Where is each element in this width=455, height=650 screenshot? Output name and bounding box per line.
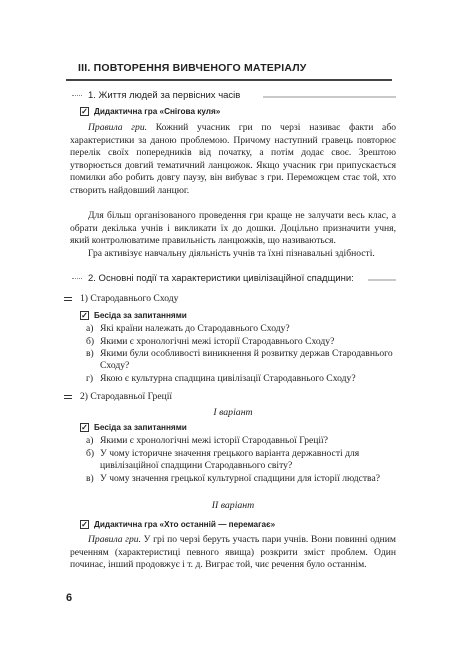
- game-2-title: [80, 520, 275, 529]
- checkbox-icon: ✓: [81, 520, 88, 529]
- east-bullet-text: 1) Стародавнього Сходу: [80, 293, 179, 304]
- question-label: в): [86, 473, 94, 484]
- question-text: Якою є культурна спадщина цивілізації Стародавнього Сходу?: [100, 373, 356, 384]
- east-bullet: [64, 293, 178, 304]
- question-label: г): [86, 373, 94, 384]
- greece-question: [86, 448, 396, 473]
- rules-text: У грі по черзі беруть участь пари учнів. Вони повинні одним реченням (характеристиці певного явища) розкрити зміст проблем. Один починає, інший продовжує і т. д. Виграє той, чиє речення було останнім.: [70, 534, 396, 571]
- question-label: а): [86, 435, 94, 446]
- section-title: ІІІ. ПОВТОРЕННЯ ВИВЧЕНОГО МАТЕРІАЛУ: [78, 62, 307, 74]
- question-text: Які країни належать до Стародавнього Сходу?: [100, 323, 290, 334]
- game-1-rules-paragraph: [70, 122, 396, 198]
- rules-label: Правила гри.: [88, 534, 141, 545]
- question-label: а): [86, 323, 94, 334]
- east-question: [86, 336, 396, 348]
- checkbox-icon: ✓: [81, 107, 88, 116]
- question-text: У чому історичне значення грецького варіанта державності для цивілізаційної спадщини Стародавнього світу?: [100, 448, 360, 472]
- topic-1-heading-text: 1. Життя людей за первісних часів: [88, 90, 241, 101]
- topic-1-heading: [72, 90, 240, 101]
- rules-label: Правила гри.: [88, 122, 148, 133]
- greece-question: [86, 473, 396, 485]
- checkbox-icon: ✓: [81, 311, 88, 320]
- question-text: Якими є хронологічні межі історії Стародавнього Сходу?: [100, 336, 335, 347]
- question-text: Якими є хронологічні межі історії Стародавньої Греції?: [100, 435, 328, 446]
- game-1-paragraph-2-text: Для більш організованого проведення гри краще не залучати весь клас, а обрати декілька учнів і викликати їх до дошки. Доцільно призначити учня, який контролюватиме правильність ланцюжків, що називаються.: [70, 210, 396, 247]
- variant-2-label: ІІ варіант: [211, 500, 255, 511]
- game-1-paragraph-3-text: Гра активізує навчальну діяльність учнів та їхні пізнавальні здібності.: [88, 248, 375, 259]
- east-conversation-title: [80, 311, 187, 320]
- rules-text: Кожний учасник гри по черзі називає факти або характеристики за даною проблемою. Причому наступний гравець повторює перелік своїх попередників від початку, а потім додає своє. Зрештою утворюється довгий тематичний ланцюжок. Якщо учасник гри припускається помилки або робить довгу паузу, він вибуває з гри. Переможцем стає той, хто створить найдовший ланцюг.: [70, 122, 396, 196]
- checkbox-icon: ✓: [81, 423, 88, 432]
- bullet-marker-icon: [64, 394, 72, 400]
- game-2-rules-paragraph: [70, 534, 396, 572]
- greece-conversation-title-text: Бесіда за запитаннями: [94, 423, 187, 432]
- game-1-paragraph-2: [70, 210, 396, 248]
- east-question: [86, 348, 396, 373]
- greece-bullet-text: 2) Стародавньої Греції: [80, 391, 173, 402]
- heading-rule: [368, 279, 396, 281]
- greece-question: [86, 435, 396, 447]
- question-label: в): [86, 348, 94, 359]
- topic-2-heading: [72, 273, 354, 284]
- page-number: 6: [66, 592, 73, 604]
- dotted-leader: [72, 278, 82, 279]
- question-text: У чому значення грецької культурної спадщини для історії людства?: [100, 473, 380, 484]
- greece-conversation-title: [80, 423, 187, 432]
- east-question: [86, 323, 396, 335]
- greece-bullet: [64, 391, 172, 402]
- east-question: [86, 373, 396, 385]
- game-1-paragraph-3: [70, 248, 396, 261]
- question-label: б): [86, 336, 95, 347]
- question-label: б): [86, 448, 95, 459]
- section-divider: [66, 79, 392, 81]
- game-2-title-text: Дидактична гра «Хто останній — перемагає»: [94, 520, 276, 529]
- dotted-leader: [72, 95, 82, 96]
- question-text: Якими були особливості виникнення й розвитку держав Стародавнього Сходу?: [100, 348, 393, 372]
- game-1-title-text: Дидактична гра «Снігова куля»: [94, 107, 221, 116]
- heading-rule: [263, 96, 396, 98]
- game-1-title: [80, 107, 220, 116]
- topic-2-heading-text: 2. Основні події та характеристики цивілізаційної спадщини:: [88, 273, 354, 284]
- east-conversation-title-text: Бесіда за запитаннями: [94, 311, 187, 320]
- variant-1-label: І варіант: [213, 407, 253, 418]
- bullet-marker-icon: [64, 296, 72, 302]
